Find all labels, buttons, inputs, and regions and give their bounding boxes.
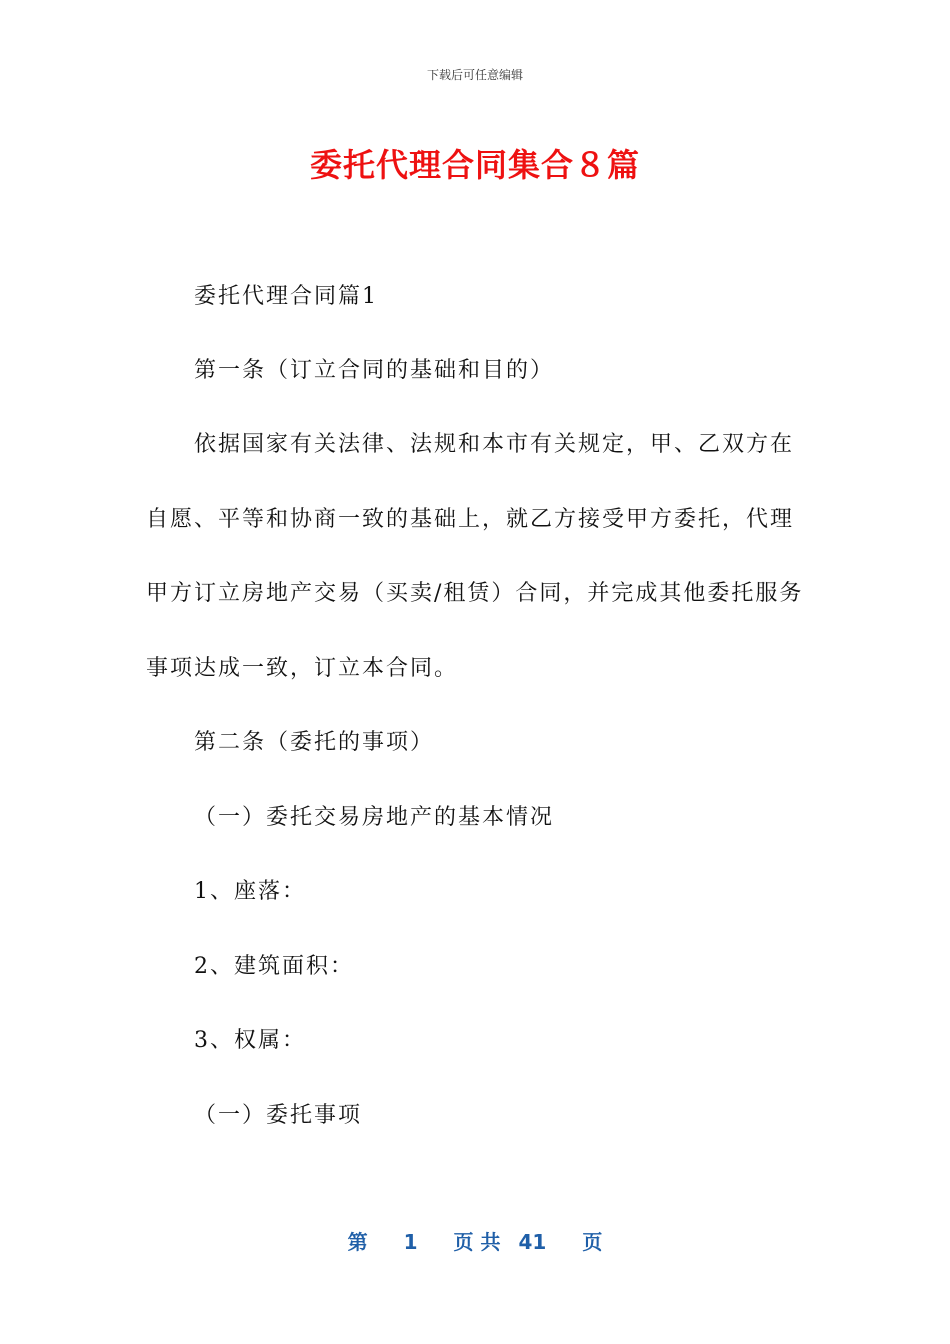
- list-item: 3、权属：: [194, 1028, 306, 1053]
- footer-prefix: 第: [347, 1230, 368, 1254]
- subsection-heading: （一）委托交易房地产的基本情况: [194, 805, 555, 830]
- footer-suffix: 页: [582, 1230, 603, 1254]
- subsection-heading: （一）委托事项: [194, 1103, 363, 1128]
- paragraph-line: 依据国家有关法律、法规和本市有关规定，甲、乙双方在: [194, 432, 795, 457]
- section-heading: 委托代理合同篇1: [194, 284, 378, 309]
- header-note: 下载后可任意编辑: [426, 68, 523, 82]
- document-title: 委托代理合同集合８篇: [309, 146, 640, 184]
- page-footer: [0, 1226, 950, 1255]
- footer-middle: 页 共: [453, 1230, 501, 1254]
- article-heading: 第二条（委托的事项）: [194, 730, 435, 755]
- paragraph-line: 事项达成一致，订立本合同。: [146, 656, 459, 681]
- list-item: 1、座落：: [194, 879, 306, 904]
- paragraph-line: 自愿、平等和协商一致的基础上，就乙方接受甲方委托，代理: [146, 507, 795, 532]
- total-pages-number: 41: [518, 1230, 547, 1254]
- article-heading: 第一条（订立合同的基础和目的）: [194, 358, 555, 383]
- current-page-number: 1: [403, 1230, 418, 1254]
- paragraph-line: 甲方订立房地产交易（买卖/租赁）合同，并完成其他委托服务: [146, 581, 804, 606]
- list-item: 2、建筑面积：: [194, 954, 354, 979]
